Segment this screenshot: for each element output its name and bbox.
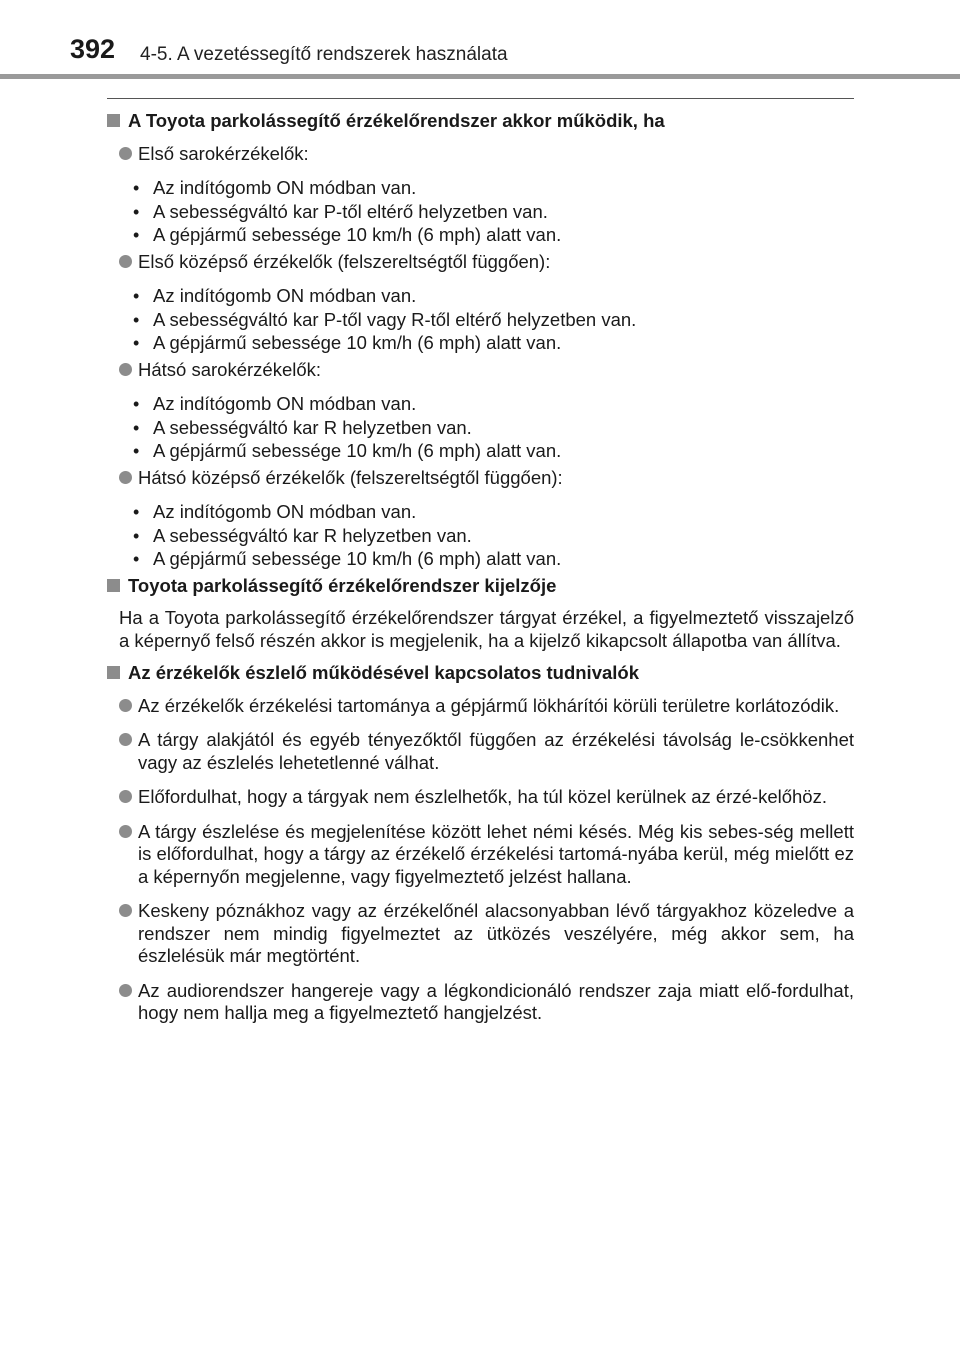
list-item	[133, 201, 854, 224]
header-rule	[0, 74, 960, 79]
list-item	[133, 548, 854, 571]
section-heading	[107, 110, 854, 133]
list-item	[119, 695, 854, 718]
condition-list	[133, 285, 854, 355]
list-item-text: Az indítógomb ON módban van.	[153, 177, 417, 198]
list-item-text: A sebességváltó kar R helyzetben van.	[153, 524, 472, 546]
group-label	[119, 467, 854, 490]
bullet-dot-icon: •	[133, 333, 140, 353]
group-label	[119, 251, 854, 274]
page-content	[107, 110, 854, 1037]
bullet-dot-icon: •	[133, 178, 140, 198]
chapter-title: 4-5. A vezetéssegítő rendszerek használata	[140, 44, 508, 65]
condition-group	[107, 143, 854, 247]
list-item-text: A gépjármű sebessége 10 km/h (6 mph) alatt van.	[153, 440, 562, 461]
list-item	[133, 177, 854, 200]
list-item-text: Az audiorendszer hangereje vagy a légkondicionáló rendszer zaja miatt elő-fordulhat, hogy nem hallja meg a figyelmeztető hangjelzést.	[138, 979, 854, 1023]
list-item-text: Az indítógomb ON módban van.	[153, 501, 417, 522]
circle-bullet-icon	[119, 984, 132, 997]
condition-group	[107, 359, 854, 463]
bullet-dot-icon: •	[133, 286, 140, 306]
list-item	[119, 786, 854, 809]
bullet-dot-icon: •	[133, 417, 140, 438]
list-item-text: A sebességváltó kar P-től eltérő helyzetben van.	[153, 200, 548, 222]
list-item	[119, 900, 854, 968]
circle-bullet-icon	[119, 147, 132, 160]
square-bullet-icon	[107, 579, 120, 592]
list-item	[133, 309, 854, 332]
list-item	[133, 224, 854, 247]
circle-bullet-icon	[119, 904, 132, 917]
bullet-dot-icon: •	[133, 441, 140, 461]
circle-bullet-icon	[119, 363, 132, 376]
bullet-dot-icon: •	[133, 525, 140, 546]
list-item-text: Az érzékelők érzékelési tartománya a gépjármű lökhárítói körüli területre korlátozódik.	[138, 694, 840, 716]
section-title: Toyota parkolássegítő érzékelőrendszer kijelzője	[128, 574, 557, 596]
list-item	[133, 525, 854, 548]
circle-bullet-icon	[119, 699, 132, 712]
list-item	[119, 980, 854, 1025]
list-item-text: A tárgy alakjától és egyéb tényezőktől függően az érzékelési távolság le-csökkenhet vagy az észlelés lehetetlenné válhat.	[138, 729, 854, 773]
list-item-text: Előfordulhat, hogy a tárgyak nem észlelhetők, ha túl közel kerülnek az érzé-kelőhöz.	[138, 786, 827, 807]
list-item-text: A gépjármű sebessége 10 km/h (6 mph) alatt van.	[153, 548, 562, 569]
list-item-text: A tárgy észlelése és megjelenítése között lehet némi késés. Még kis sebes-ség mellett is előfordulhat, hogy a tárgy az érzékelő érzékelési tartomá-nyába kerül, még mielőtt ez a képernyőn megjelenne, vagy figyelmeztető jelzést hallana.	[138, 820, 854, 887]
square-bullet-icon	[107, 666, 120, 679]
list-item	[133, 440, 854, 463]
list-item	[119, 821, 854, 889]
list-item-text: Keskeny póznákhoz vagy az érzékelőnél alacsonyabban lévő tárgyakhoz közeledve a rendszer nem mindig figyelmeztet az ütközés veszélyére, még akkor sem, ha észlelésük már megtörtént.	[138, 900, 854, 966]
section-heading	[107, 575, 854, 598]
circle-bullet-icon	[119, 471, 132, 484]
circle-bullet-icon	[119, 733, 132, 746]
circle-bullet-icon	[119, 790, 132, 803]
list-item	[133, 332, 854, 355]
content-rule	[107, 98, 854, 99]
circle-bullet-icon	[119, 825, 132, 838]
bullet-dot-icon: •	[133, 225, 140, 245]
group-label-text: Első középső érzékelők (felszereltségtől függően):	[138, 250, 551, 272]
group-label-text: Első sarokérzékelők:	[138, 142, 309, 164]
bullet-dot-icon: •	[133, 394, 140, 414]
list-item	[133, 501, 854, 524]
list-item-text: A gépjármű sebessége 10 km/h (6 mph) alatt van.	[153, 332, 562, 353]
condition-list	[133, 177, 854, 247]
list-item-text: A sebességváltó kar R helyzetben van.	[153, 416, 472, 438]
section-title: A Toyota parkolássegítő érzékelőrendszer akkor működik, ha	[128, 110, 665, 131]
condition-list	[133, 393, 854, 463]
condition-group	[107, 467, 854, 571]
list-item	[133, 393, 854, 416]
bullet-dot-icon: •	[133, 309, 140, 330]
condition-group	[107, 251, 854, 355]
group-label-text: Hátsó középső érzékelők (felszereltségtől függően):	[138, 466, 563, 488]
bullet-dot-icon: •	[133, 201, 140, 222]
section-title: Az érzékelők észlelő működésével kapcsolatos tudnivalók	[128, 662, 640, 683]
section-heading	[107, 662, 854, 685]
list-item-text: Az indítógomb ON módban van.	[153, 393, 417, 414]
list-item-text: A gépjármű sebessége 10 km/h (6 mph) alatt van.	[153, 224, 562, 245]
group-label-text: Hátsó sarokérzékelők:	[138, 358, 322, 380]
section-paragraph: Ha a Toyota parkolássegítő érzékelőrendszer tárgyat érzékel, a figyelmeztető visszajelző a képernyő felső részén akkor is megjelenik, ha a kijelző kikapcsolt állapotba van állítva.	[119, 607, 854, 651]
list-item	[133, 285, 854, 308]
list-item	[119, 729, 854, 774]
condition-list	[133, 501, 854, 571]
group-label	[119, 143, 854, 166]
group-label	[119, 359, 854, 382]
bullet-dot-icon: •	[133, 502, 140, 522]
page-number: 392	[70, 34, 116, 64]
list-item-text: Az indítógomb ON módban van.	[153, 285, 417, 306]
list-item-text: A sebességváltó kar P-től vagy R-től eltérő helyzetben van.	[153, 308, 637, 330]
bullet-dot-icon: •	[133, 549, 140, 569]
list-item	[133, 417, 854, 440]
square-bullet-icon	[107, 114, 120, 127]
circle-bullet-icon	[119, 255, 132, 268]
